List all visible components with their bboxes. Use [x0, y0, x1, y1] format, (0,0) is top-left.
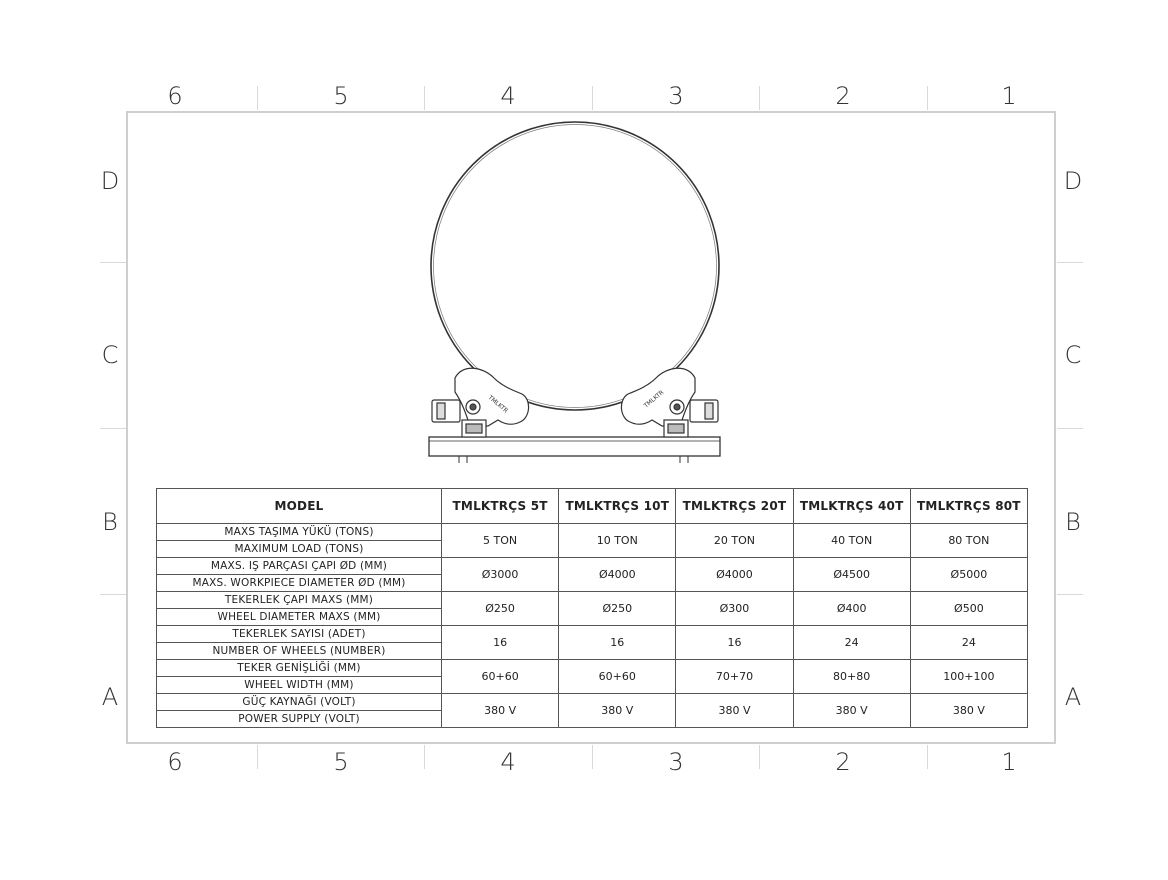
spec-label-tr: MAXS. IŞ PARÇASI ÇAPI ØD (MM): [157, 558, 442, 575]
spec-value: 100+100: [910, 660, 1027, 694]
spec-header-row: [157, 489, 1028, 524]
spec-value: 24: [910, 626, 1027, 660]
spec-label-en: NUMBER OF WHEELS (NUMBER): [157, 643, 442, 660]
workpiece-circle: [431, 122, 719, 410]
spec-value: 80 TON: [910, 524, 1027, 558]
model-column-header: TMLKTRÇS 80T: [910, 489, 1027, 524]
spec-label-tr: TEKERLEK SAYISI (ADET): [157, 626, 442, 643]
model-column-header: TMLKTRÇS 20T: [676, 489, 793, 524]
spec-value: 5 TON: [442, 524, 559, 558]
spec-value: 20 TON: [676, 524, 793, 558]
spec-value: Ø3000: [442, 558, 559, 592]
col-label-bottom: 4: [500, 748, 516, 776]
spec-label-tr: GÜÇ KAYNAĞI (VOLT): [157, 694, 442, 711]
model-column-header: TMLKTRÇS 5T: [442, 489, 559, 524]
spec-label-tr: TEKERLEK ÇAPI MAXS (MM): [157, 592, 442, 609]
spec-value: 380 V: [676, 694, 793, 728]
col-label-top: 6: [167, 82, 183, 110]
spec-row: [157, 524, 1028, 541]
spec-value: 16: [559, 626, 676, 660]
spec-value: 16: [442, 626, 559, 660]
spec-value: 60+60: [442, 660, 559, 694]
spec-value: Ø5000: [910, 558, 1027, 592]
spec-label-en: WHEEL DIAMETER MAXS (MM): [157, 609, 442, 626]
left-brand-text: TMLKTR: [486, 394, 510, 415]
row-label-right: D: [1063, 167, 1083, 195]
row-label-right: C: [1064, 341, 1082, 369]
spec-value: 70+70: [676, 660, 793, 694]
row-label-left: A: [101, 683, 119, 711]
spec-value: Ø400: [793, 592, 910, 626]
col-label-bottom: 1: [1001, 748, 1017, 776]
spec-value: 380 V: [442, 694, 559, 728]
col-label-top: 2: [835, 82, 851, 110]
spec-row: [157, 558, 1028, 575]
col-label-top: 3: [668, 82, 684, 110]
spec-label-tr: MAXS TAŞIMA YÜKÜ (TONS): [157, 524, 442, 541]
col-label-top: 1: [1001, 82, 1017, 110]
left-roller-unit: [432, 368, 529, 437]
spec-row: [157, 592, 1028, 609]
row-label-left: D: [100, 167, 120, 195]
spec-value: Ø250: [442, 592, 559, 626]
right-brand-text: TMLKTR: [642, 389, 666, 410]
spec-label-en: WHEEL WIDTH (MM): [157, 677, 442, 694]
spec-value: 40 TON: [793, 524, 910, 558]
spec-row: [157, 660, 1028, 677]
spec-value: Ø250: [559, 592, 676, 626]
base-beam: [429, 437, 720, 463]
spec-value: Ø4000: [559, 558, 676, 592]
col-label-bottom: 2: [835, 748, 851, 776]
spec-value: 60+60: [559, 660, 676, 694]
col-label-bottom: 3: [668, 748, 684, 776]
row-label-right: A: [1064, 683, 1082, 711]
spec-value: 380 V: [910, 694, 1027, 728]
model-header: MODEL: [157, 489, 442, 524]
col-label-bottom: 6: [167, 748, 183, 776]
col-label-top: 5: [333, 82, 349, 110]
spec-row: [157, 694, 1028, 711]
spec-value: 10 TON: [559, 524, 676, 558]
spec-label-tr: TEKER GENİŞLİĞİ (MM): [157, 660, 442, 677]
row-label-right: B: [1065, 508, 1081, 536]
spec-value: 80+80: [793, 660, 910, 694]
spec-value: Ø4000: [676, 558, 793, 592]
spec-value: 16: [676, 626, 793, 660]
spec-value: Ø300: [676, 592, 793, 626]
model-column-header: TMLKTRÇS 40T: [793, 489, 910, 524]
row-label-left: C: [101, 341, 119, 369]
spec-label-en: MAXIMUM LOAD (TONS): [157, 541, 442, 558]
spec-value: 380 V: [793, 694, 910, 728]
spec-value: 380 V: [559, 694, 676, 728]
spec-label-en: POWER SUPPLY (VOLT): [157, 711, 442, 728]
col-label-top: 4: [500, 82, 516, 110]
spec-value: Ø4500: [793, 558, 910, 592]
model-column-header: TMLKTRÇS 10T: [559, 489, 676, 524]
spec-label-en: MAXS. WORKPIECE DIAMETER ØD (MM): [157, 575, 442, 592]
spec-value: 24: [793, 626, 910, 660]
spec-value: Ø500: [910, 592, 1027, 626]
spec-row: [157, 626, 1028, 643]
col-label-bottom: 5: [333, 748, 349, 776]
right-roller-unit: [621, 368, 718, 437]
row-label-left: B: [102, 508, 118, 536]
spec-table: [156, 488, 1028, 728]
